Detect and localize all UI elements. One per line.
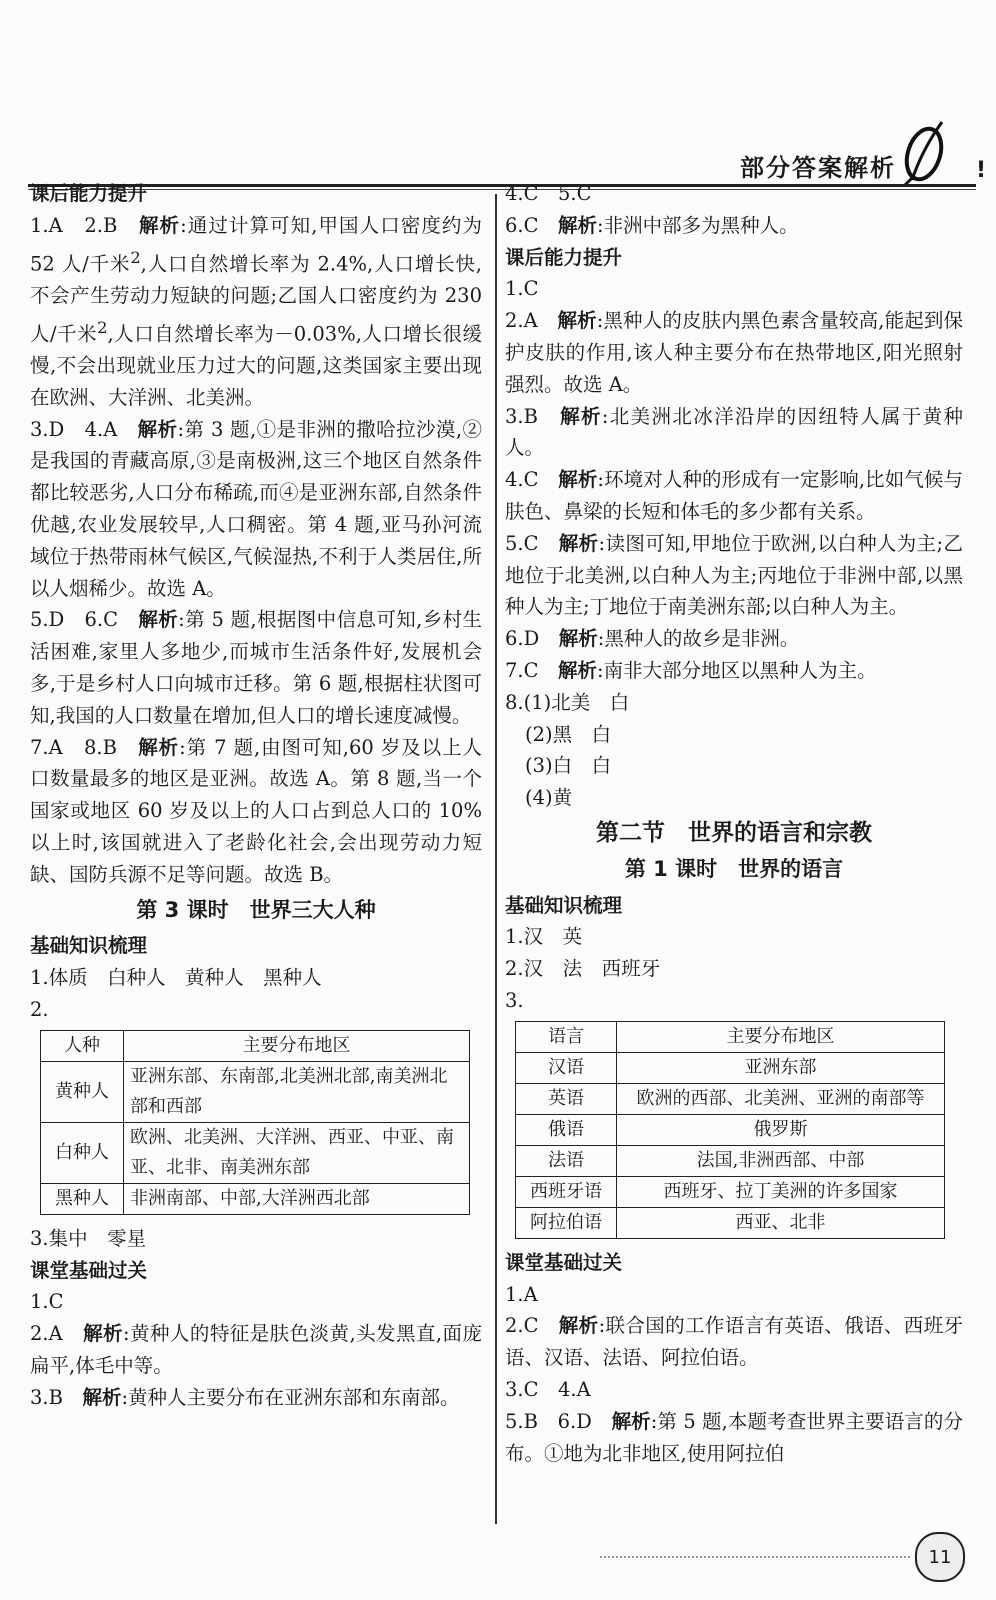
knowledge-1: 1.汉 英	[505, 925, 583, 949]
table-cell: 欧洲、北美洲、大洋洲、西亚、中亚、南亚、北非、南美洲东部	[124, 1122, 470, 1183]
table-cell: 英语	[516, 1083, 617, 1114]
after-answer-4: 4.C 解析:环境对人种的形成有一定影响,比如气候与肤色、鼻梁的长短和体毛的多少都有关系。	[505, 468, 963, 523]
table-cell: 法国,非洲西部、中部	[617, 1145, 945, 1176]
after-answer-8-4: (4)黄	[525, 786, 573, 810]
table-row	[41, 1183, 470, 1214]
heading-basic-knowledge: 基础知识梳理	[30, 934, 148, 958]
table-cell: 西班牙语	[516, 1176, 617, 1207]
table-cell: 亚洲东部、东南部,北美洲北部,南美洲北部和西部	[124, 1061, 470, 1122]
basic-3: 3.集中 零星	[30, 1226, 147, 1250]
table-cell: 欧洲的西部、北美洲、亚洲的南部等	[617, 1083, 945, 1114]
table-row	[516, 1114, 945, 1145]
after-answer-7: 7.C 解析:南非大部分地区以黑种人为主。	[505, 658, 877, 682]
answer-1-2: 1.A 2.B 解析:通过计算可知,甲国人口密度约为 52 人/千米$^2$,人口自然增长率为 2.4%,人口增长快,不会产生劳动力短缺的问题;乙国人口密度约为 230 人/千米$^2$,人口自然增长率为－0.03%,人口增长很缓慢,不会出现就业压力过大的问题,这类国家主要出现在欧洲、大洋洲、北美洲。	[30, 213, 482, 409]
table-row	[516, 1021, 945, 1052]
after-answer-8-2: (2)黑 白	[525, 722, 612, 746]
class-answer-3: 3.B 解析:黄种人主要分布在亚洲东部和东南部。	[30, 1385, 460, 1409]
heading-class-basics: 课堂基础过关	[30, 1258, 148, 1282]
table-row	[41, 1030, 470, 1061]
class-answer-3-4: 3.C 4.A	[505, 1377, 591, 1401]
knowledge-3: 3.	[505, 988, 524, 1012]
class-answer-5-6: 5.B 6.D 解析:第 5 题,本题考查世界主要语言的分布。①地为北非地区,使用阿拉伯	[505, 1409, 963, 1465]
after-answer-3: 3.B 解析:北美洲北冰洋沿岸的因纽特人属于黄种人。	[505, 404, 963, 460]
class-answer-1: 1.A	[505, 1282, 538, 1306]
table-row	[41, 1061, 470, 1122]
table-cell: 非洲南部、中部,大洋洲西北部	[124, 1183, 470, 1214]
lesson-3-title: 第 3 课时 世界三大人种	[136, 897, 376, 922]
class-answer-2: 2.A 解析:黄种人的特征是肤色淡黄,头发黑直,面庞扁平,体毛中等。	[30, 1322, 482, 1377]
table-cell: 西班牙、拉丁美洲的许多国家	[617, 1176, 945, 1207]
race-table	[40, 1030, 470, 1215]
table-cell: 俄语	[516, 1114, 617, 1145]
answer-4-5: 4.C 5.C	[505, 182, 592, 205]
heading-after-class: 课后能力提升	[505, 245, 623, 269]
table-cell: 黄种人	[41, 1061, 124, 1122]
answer-3-4: 3.D 4.A 解析:第 3 题,①是非洲的撒哈拉沙漠,②是我国的青藏高原,③是南极洲,这三个地区自然条件都比较恶劣,人口分布稀疏,而④是亚洲东部,自然条件优越,农业发展较早,人口稠密。第 4 题,亚马孙河流域位于热带雨林气候区,气候湿热,不利于人类居住,所以人烟稀少。故选 A。	[30, 417, 482, 600]
header-mark: !	[975, 158, 986, 183]
table-cell: 西亚、北非	[617, 1207, 945, 1238]
table-cell: 法语	[516, 1145, 617, 1176]
table-header-cell: 主要分布地区	[617, 1021, 945, 1052]
table-header-cell: 主要分布地区	[124, 1030, 470, 1061]
page-number: 11	[915, 1532, 965, 1582]
heading-basic-knowledge: 基础知识梳理	[505, 893, 623, 917]
table-row	[516, 1176, 945, 1207]
heading-after-class: 课后能力提升	[30, 182, 148, 205]
section-2-title: 第二节 世界的语言和宗教	[596, 819, 872, 846]
after-answer-2: 2.A 解析:黑种人的皮肤内黑色素含量较高,能起到保护皮肤的作用,该人种主要分布在热带地区,阳光照射强烈。故选 A。	[505, 309, 963, 396]
footer-dotted-line	[600, 1556, 910, 1558]
table-row	[516, 1052, 945, 1083]
left-column	[30, 178, 482, 1414]
table-cell: 阿拉伯语	[516, 1207, 617, 1238]
after-answer-8-3: (3)白 白	[525, 754, 612, 778]
after-answer-6: 6.D 解析:黑种人的故乡是非洲。	[505, 627, 800, 651]
header-title: 部分答案解析	[740, 154, 896, 182]
answer-5-6: 5.D 6.C 解析:第 5 题,根据图中信息可知,乡村生活困难,家里人多地少,而城市生活条件好,发展机会多,于是乡村人口向城市迁移。第 6 题,根据柱状图可知,我国的人口数量在增加,但人口的增长速度减慢。	[30, 608, 482, 727]
table-row	[516, 1207, 945, 1238]
lesson-1-title: 第 1 课时 世界的语言	[624, 856, 844, 881]
table-cell: 汉语	[516, 1052, 617, 1083]
after-answer-1: 1.C	[505, 277, 539, 301]
right-column	[505, 178, 963, 1469]
table-row	[516, 1083, 945, 1114]
basic-2: 2.	[30, 997, 49, 1021]
table-cell: 白种人	[41, 1122, 124, 1183]
after-answer-8-1: 8.(1)北美 白	[505, 690, 630, 714]
answer-6: 6.C 解析:非洲中部多为黑种人。	[505, 213, 799, 237]
language-table	[515, 1021, 945, 1239]
table-cell: 亚洲东部	[617, 1052, 945, 1083]
table-header-cell: 人种	[41, 1030, 124, 1061]
class-answer-2: 2.C 解析:联合国的工作语言有英语、俄语、西班牙语、汉语、法语、阿拉伯语。	[505, 1314, 963, 1370]
table-cell: 俄罗斯	[617, 1114, 945, 1145]
table-header-cell: 语言	[516, 1021, 617, 1052]
basic-1: 1.体质 白种人 黄种人 黑种人	[30, 966, 322, 990]
table-row	[516, 1145, 945, 1176]
heading-class-basics: 课堂基础过关	[505, 1250, 623, 1274]
page-header	[0, 0, 996, 195]
column-divider	[495, 194, 497, 1524]
class-answer-1: 1.C	[30, 1290, 64, 1314]
table-cell: 黑种人	[41, 1183, 124, 1214]
knowledge-2: 2.汉 法 西班牙	[505, 957, 661, 981]
table-row	[41, 1122, 470, 1183]
after-answer-5: 5.C 解析:读图可知,甲地位于欧洲,以白种人为主;乙地位于北美洲,以白种人为主;丙地位于非洲中部,以黑种人为主;丁地位于南美洲东部;以白种人为主。	[505, 531, 963, 619]
answer-7-8: 7.A 8.B 解析:第 7 题,由图可知,60 岁及以上人口数量最多的地区是亚洲。故选 A。第 8 题,当一个国家或地区 60 岁及以上的人口占到总人口的 10%以上时,该国就进入了老龄化社会,会出现劳动力短缺、国防兵源不足等问题。故选 B。	[30, 735, 482, 886]
